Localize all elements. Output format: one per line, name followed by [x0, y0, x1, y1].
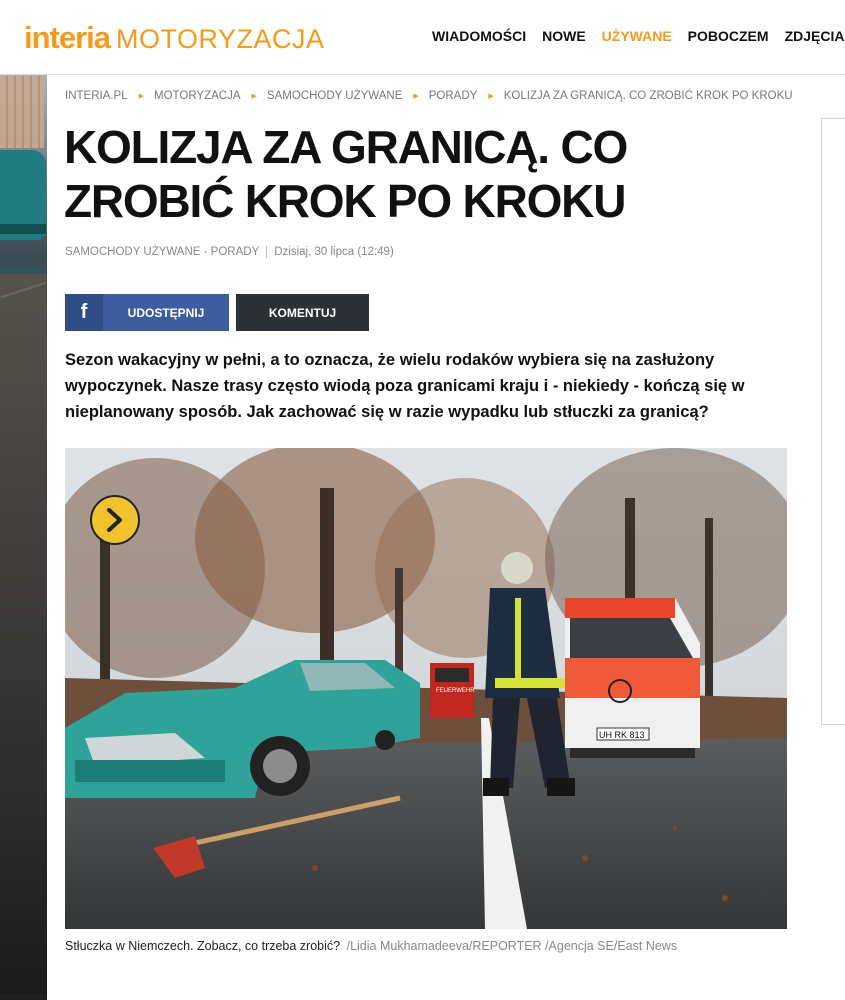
breadcrumb	[65, 90, 793, 102]
facebook-icon	[65, 294, 103, 331]
article-date: Dzisiaj, 30 lipca (12:49)	[274, 246, 394, 258]
chevron-right-icon	[104, 507, 126, 533]
site-header	[0, 0, 845, 75]
nav-item-uzywane[interactable]: UŻYWANE	[601, 28, 672, 44]
background-building	[0, 76, 44, 148]
nav-item-zdjecia[interactable]: ZDJĘCIA	[784, 28, 845, 44]
article-photo[interactable]	[65, 448, 787, 929]
breadcrumb-motoryzacja[interactable]: MOTORYZACJA	[154, 90, 241, 102]
breadcrumb-porady[interactable]: PORADY	[428, 90, 478, 102]
triangle-right-icon: ▶	[138, 93, 145, 100]
nav-item-poboczem[interactable]: POBOCZEM	[687, 28, 769, 44]
nav-item-wiadomosci[interactable]: WIADOMOŚCI	[432, 28, 527, 44]
background-photo-strip	[0, 74, 47, 1000]
meta-divider	[266, 246, 267, 258]
gallery-next-button[interactable]	[90, 495, 140, 545]
nav-item-nowe[interactable]: NOWE	[542, 28, 586, 44]
ambulance-plate: UH RK 813	[599, 730, 645, 740]
background-car-bumper	[0, 224, 46, 234]
comment-button[interactable]	[236, 294, 369, 331]
article-title: KOLIZJA ZA GRANICĄ. CO ZROBIĆ KROK PO KROKU	[64, 121, 628, 227]
logo-section: MOTORYZACJA	[116, 24, 325, 54]
share-button[interactable]	[65, 294, 229, 331]
article-meta	[65, 246, 394, 258]
site-logo[interactable]	[24, 20, 325, 54]
share-button-label: UDOSTĘPNIJ	[127, 305, 205, 320]
main-nav	[432, 28, 845, 44]
sidebar-card	[821, 118, 845, 725]
background-road	[0, 274, 47, 994]
breadcrumb-current[interactable]: KOLIZJA ZA GRANICĄ. CO ZROBIĆ KROK PO KROKU	[503, 90, 793, 102]
comment-button-label: KOMENTUJ	[268, 305, 337, 320]
article-category[interactable]: SAMOCHODY UŻYWANE - PORADY	[65, 246, 260, 258]
breadcrumb-interia[interactable]: INTERIA.PL	[65, 90, 128, 102]
article-lead: Sezon wakacyjny w pełni, a to oznacza, że wielu rodaków wybiera się na zasłużony wypoczynek. Nasze trasy często wiodą poza granicami kraju i - niekiedy - kończą się w nieplanowany sposób. Jak zachować się w razie wypadku lub stłuczki za granicą?	[65, 351, 745, 421]
logo-brand: interia	[24, 20, 111, 55]
photo-caption	[65, 939, 677, 953]
triangle-right-icon: ▶	[488, 93, 494, 100]
facebook-glyph: f	[80, 301, 88, 323]
truck-label: FEUERWEHR	[436, 688, 475, 694]
triangle-right-icon: ▶	[251, 93, 257, 100]
triangle-right-icon: ▶	[413, 93, 419, 100]
photo-illustration	[65, 448, 787, 929]
breadcrumb-samochody-uzywane[interactable]: SAMOCHODY UŻYWANE	[266, 90, 403, 102]
caption-text: Stłuczka w Niemczech. Zobacz, co trzeba zrobić?	[65, 939, 341, 953]
photo-credit: /Lidia Mukhamadeeva/REPORTER /Agencja SE/East News	[346, 939, 678, 953]
